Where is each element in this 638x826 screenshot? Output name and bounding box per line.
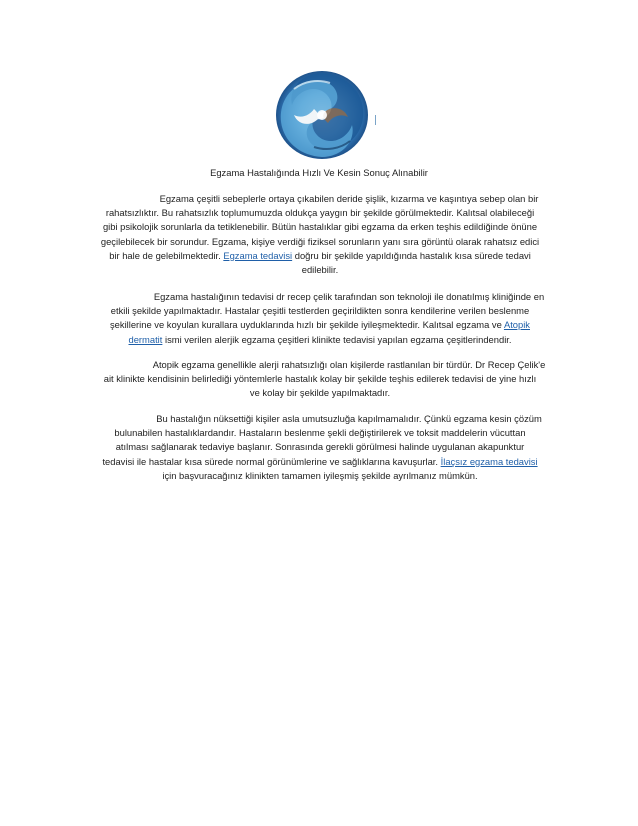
paragraph-text: gibi psikolojik sorunlarla da tetiklenebilir. Bütün hastalıklar gibi egzama da erken teşhis edildiğinde önüne bbox=[102, 221, 538, 233]
paragraph-4 bbox=[60, 412, 580, 483]
link-atopik-dermatit-cont[interactable]: dermatit bbox=[128, 333, 163, 345]
link-atopik-dermatit[interactable]: Atopik bbox=[503, 319, 530, 331]
paragraph-text: Egzama hastalığının tedavisi dr recep çelik tarafından son teknoloji ile donatılmış kliniğinde en bbox=[153, 291, 545, 302]
paragraph-1 bbox=[60, 192, 580, 277]
paragraph-text: için başvuracağınız klinikten tamamen iyileşmiş şekilde ayrılmanız mümkün. bbox=[162, 469, 478, 481]
paragraph-text: etkili şekilde yapılmaktadır. Hastalar çeşitli testlerden geçirildikten sonra kendilerine verilen beslenme bbox=[110, 305, 530, 317]
paragraph-3 bbox=[60, 358, 580, 401]
document-title: Egzama Hastalığında Hızlı Ve Kesin Sonuç Alınabilir bbox=[210, 167, 428, 178]
swirl-logo-icon bbox=[274, 69, 370, 161]
paragraph-text: ve kolay bir şekilde yapılmaktadır. bbox=[249, 387, 391, 399]
paragraph-text: edilebilir. bbox=[301, 264, 339, 276]
paragraph-text: bulunabilen hastalıklardandır. Hastaların beslenme şekli değiştirilerek ve toksit maddelerin vücuttan bbox=[114, 427, 526, 439]
link-egzama-tedavisi[interactable]: Egzama tedavisi bbox=[223, 249, 293, 261]
paragraph-text: Bu hastalığın nüksettiği kişiler asla umutsuzluğa kapılmamalıdır. Çünkü egzama kesin çözüm bbox=[156, 413, 542, 424]
paragraph-text: geçilebilecek bir sorundur. Egzama, kişiye verdiği fiziksel sorunların yanı sıra görüntü olarak rahatsız edici bbox=[100, 235, 540, 247]
paragraph-text: bir hale de gelebilmektedir. bbox=[109, 249, 221, 261]
logo-accent-mark bbox=[375, 115, 376, 125]
paragraph-text: doğru bir şekilde yapıldığında hastalık kısa sürede tedavi bbox=[294, 249, 531, 261]
paragraph-text: tedavisi ile hastalar kısa sürede normal görünümlerine ve sağlıklarına kavuşurlar. bbox=[102, 455, 439, 467]
paragraph-text: atılması sağlanarak tedaviye başlanır. Sonrasında gerekli görülmesi halinde uygulanan akapunktur bbox=[115, 441, 525, 453]
paragraph-text: Atopik egzama genellikle alerji rahatsızlığı olan kişilerde rastlanılan bir türdür. Dr Recep Çelik'e bbox=[152, 359, 546, 370]
paragraph-text: rahatsızlıktır. Bu rahatsızlık toplumumuzda oldukça yaygın bir şekilde görülmektedir. Kalıtsal olabileceği bbox=[105, 207, 535, 219]
link-ilacsiz-egzama-tedavisi[interactable]: İlaçsız egzama tedavisi bbox=[440, 455, 538, 467]
paragraph-text: şekillerine ve koyulan kurallara uyduklarında hızlı bir şekilde iyileşmektedir. Kalıtsal egzama ve bbox=[109, 319, 502, 331]
paragraph-2 bbox=[60, 290, 580, 347]
paragraph-text: Egzama çeşitli sebeplerle ortaya çıkabilen deride şişlik, kızarma ve kaşıntıya sebep olan bir bbox=[159, 193, 539, 204]
paragraph-text: ait klinikte kendisinin belirlediği yöntemlerle hastalık kolay bir şekilde teşhis edilerek tedavisi de yine hızlı bbox=[103, 373, 537, 385]
paragraph-text: ismi verilen alerjik egzama çeşitleri klinikte tedavisi yapılan egzama çeşitlerindendir. bbox=[164, 333, 512, 345]
